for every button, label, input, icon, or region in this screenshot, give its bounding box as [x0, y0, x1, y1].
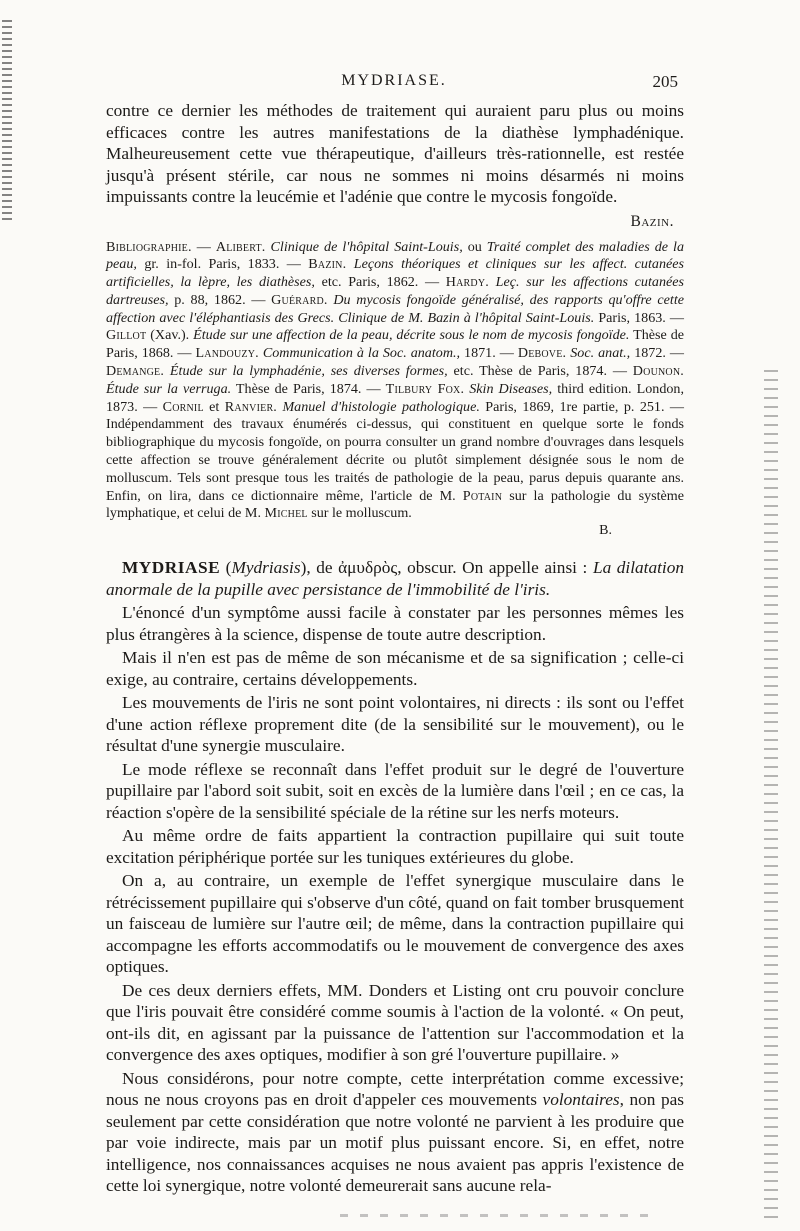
- bib-text: sur le molluscum.: [307, 505, 412, 522]
- scan-edge-artifact: [2, 20, 12, 220]
- bib-text: etc. Thèse de Paris, 1874. —: [447, 363, 633, 380]
- article-headword: MYDRIASE: [122, 558, 221, 578]
- bib-author: Landouzy.: [195, 345, 259, 362]
- bib-author: Alibert.: [215, 238, 266, 255]
- article-term: Mydriasis: [231, 558, 301, 578]
- article-paragraph: L'énoncé d'un symptôme aussi facile à constater par les personnes mêmes les plus étrangères à la science, dispense de toute autre description.: [106, 603, 684, 644]
- article-paragraph: De ces deux derniers effets, MM. Donders et Listing ont cru pouvoir conclure que l'iris pouvait être considéré comme soumis à l'action de la volonté. « On peut, ont-ils dit, en agissant par la puissance de l'attention sur l'accommodation et la convergence des axes optiques, modifier à son gré l'ouverture pupillaire. »: [106, 980, 684, 1065]
- article-text: Nous considérons, pour notre compte, cette interprétation comme excessive; nous ne nous croyons pas en droit d'appeler ces mouvements: [106, 1068, 684, 1110]
- article-paragraph: Au même ordre de faits appartient la contraction pupillaire qui suit toute excitation périphérique portée sur les tuniques extérieures du globe.: [106, 826, 684, 867]
- article-paragraph: Le mode réflexe se reconnaît dans l'effet produit sur le degré de l'ouverture pupillaire par l'abord soit subit, soit en excès de la lumière dans l'œil ; en ce cas, la réaction s'opère de la sensibilité spéciale de la rétine sur les nerfs moteurs.: [106, 759, 684, 822]
- bib-text: etc. Paris, 1862. —: [314, 274, 446, 291]
- bib-title: Traité complet des maladies de la peau,: [106, 238, 684, 273]
- bib-text: gr. in-fol. Paris, 1833. —: [136, 256, 309, 273]
- bib-title: Leç. sur les affections cutanées dartreuses,: [106, 274, 684, 308]
- bib-author: Tilbury Fox.: [385, 380, 465, 397]
- bib-title: Skin Diseases,: [464, 380, 553, 397]
- scan-bottom-artifact: [340, 1214, 660, 1217]
- bib-author: Demange.: [106, 363, 165, 380]
- article-text: , non pas seulement par cette considération que notre volonté ne parvient à les produire que par voie indirecte, mais par un motif plus puissant encore. Si, en effet, notre intelligence, nos connaissances acquises ne nous avaient pas appris l'existence de cette loi synergique, notre volonté demeurerait sans aucune rela-: [106, 1090, 684, 1196]
- bib-text: Paris, 1869, 1re partie, p. 251. — Indépendamment des travaux énumérés ci-dessus, qui constituent en quelque sorte le fonds bibliographique du mycosis fongoïde, on pourra consulter un grand nombre d'ouvrages dans lesquels cette affection se trouve généralement décrite ou plutôt simplement désignée sous le nom de molluscum. Tels sont presque tous les traités de pathologie de la peau, parus depuis quarante ans. Enfin, on lira, dans ce dictionnaire même, l'article de M.: [106, 398, 684, 504]
- bib-title: Étude sur la lymphadénie, ses diverses formes,: [164, 363, 448, 380]
- bib-author: Dounon.: [632, 363, 684, 380]
- bib-text: (Xav.).: [146, 327, 194, 344]
- bib-title: Étude sur la verruga.: [106, 380, 232, 397]
- bib-title: Leçons théoriques et cliniques sur les affect. cutanées artificielles, la lèpre, les diathèses,: [106, 256, 684, 291]
- article-intro-paragraph: [106, 557, 684, 600]
- article-emphasis: volontaires: [542, 1090, 620, 1110]
- bibliography-block: [106, 239, 684, 524]
- bib-title: Étude sur une affection de la peau, décrite sous le nom de mycosis fongoïde.: [193, 327, 630, 344]
- bib-author: Gillot: [106, 327, 147, 344]
- bib-text: Thèse de Paris, 1868. —: [106, 327, 685, 362]
- bib-text: —: [191, 238, 216, 255]
- bib-text: third edition. London, 1873. —: [106, 380, 684, 415]
- bib-text: p. 88, 1862. —: [168, 291, 272, 308]
- bib-author: Guérard.: [271, 291, 328, 308]
- bib-author: Bazin.: [308, 256, 347, 273]
- bib-text: ou: [462, 238, 487, 255]
- bib-title: Communication à la Soc. anatom.,: [258, 345, 461, 362]
- bib-text: sur la pathologie du système lymphatique, et celui de M.: [106, 487, 684, 522]
- bib-author: Hardy.: [445, 274, 489, 291]
- bib-text: 1872. —: [630, 345, 684, 362]
- bib-text: 1871. —: [460, 345, 518, 362]
- bib-text: Paris, 1863. —: [594, 309, 684, 326]
- bib-text: et: [203, 398, 225, 415]
- bib-text: Thèse de Paris, 1874. —: [231, 380, 386, 397]
- author-signature: Bazin.: [630, 212, 674, 230]
- scan-edge-artifact: [764, 370, 778, 1220]
- article-text: ), de ἀμυδρὸς, obscur. On appelle ainsi :: [300, 558, 593, 578]
- bib-title: Manuel d'histologie pathologique.: [277, 398, 480, 415]
- bib-title: Clinique de l'hôpital Saint-Louis,: [265, 238, 463, 255]
- bib-title: Soc. anat.,: [566, 345, 631, 362]
- page-number: 205: [652, 72, 678, 91]
- bibliography-signature: B.: [599, 523, 612, 539]
- article-definition: La dilatation anormale de la pupille avec persistance de l'immobilité de l'iris.: [106, 558, 684, 599]
- bib-author: Potain: [462, 487, 503, 504]
- bib-author: Michel: [264, 505, 308, 522]
- bib-author: Ranvier.: [224, 398, 278, 415]
- article-paragraph: On a, au contraire, un exemple de l'effet synergique musculaire dans le rétrécissement pupillaire qui s'observe d'un côté, quand on fait tomber brusquement un faisceau de lumière sur l'autre œil; de même, dans la contraction pupillaire qui accompagne les efforts accommodatifs ou le mouvement de convergence des axes optiques.: [106, 871, 684, 977]
- running-head: MYDRIASE.: [341, 72, 447, 89]
- page-body: [106, 100, 684, 1197]
- bib-author: Debove.: [517, 345, 567, 362]
- article-paragraph: [106, 1068, 684, 1197]
- page-header: [106, 72, 682, 94]
- bib-title: Du mycosis fongoïde généralisé, des rapports qu'offre cette affection avec l'éléphantiasis des Grecs. Clinique de M. Bazin à l'hôpital Saint-Louis.: [106, 291, 684, 326]
- bibliography-label: Bibliographie.: [106, 238, 192, 255]
- article-paragraph: Mais il n'en est pas de même de son mécanisme et de sa signification ; celle-ci exige, au contraire, certains développements.: [106, 648, 684, 689]
- article-text: (: [220, 558, 232, 578]
- continuation-paragraph: contre ce dernier les méthodes de traitement qui auraient paru plus ou moins efficaces contre les autres manifestations de la diathèse lymphadénique. Malheureusement cette vue thérapeutique, d'ailleurs très-rationnelle, est restée jusqu'à présent stérile, car nous ne sommes ni moins désarmés ni moins impuissants contre la leucémie et l'adénie que contre le mycosis fongoïde.: [106, 101, 684, 206]
- bib-author: Cornil: [162, 398, 204, 415]
- article-paragraph: Les mouvements de l'iris ne sont point volontaires, ni directs : ils sont ou l'effet d'une action réflexe proprement dite (de la sensibilité sur le mouvement), ou le résultat d'une synergie musculaire.: [106, 693, 684, 756]
